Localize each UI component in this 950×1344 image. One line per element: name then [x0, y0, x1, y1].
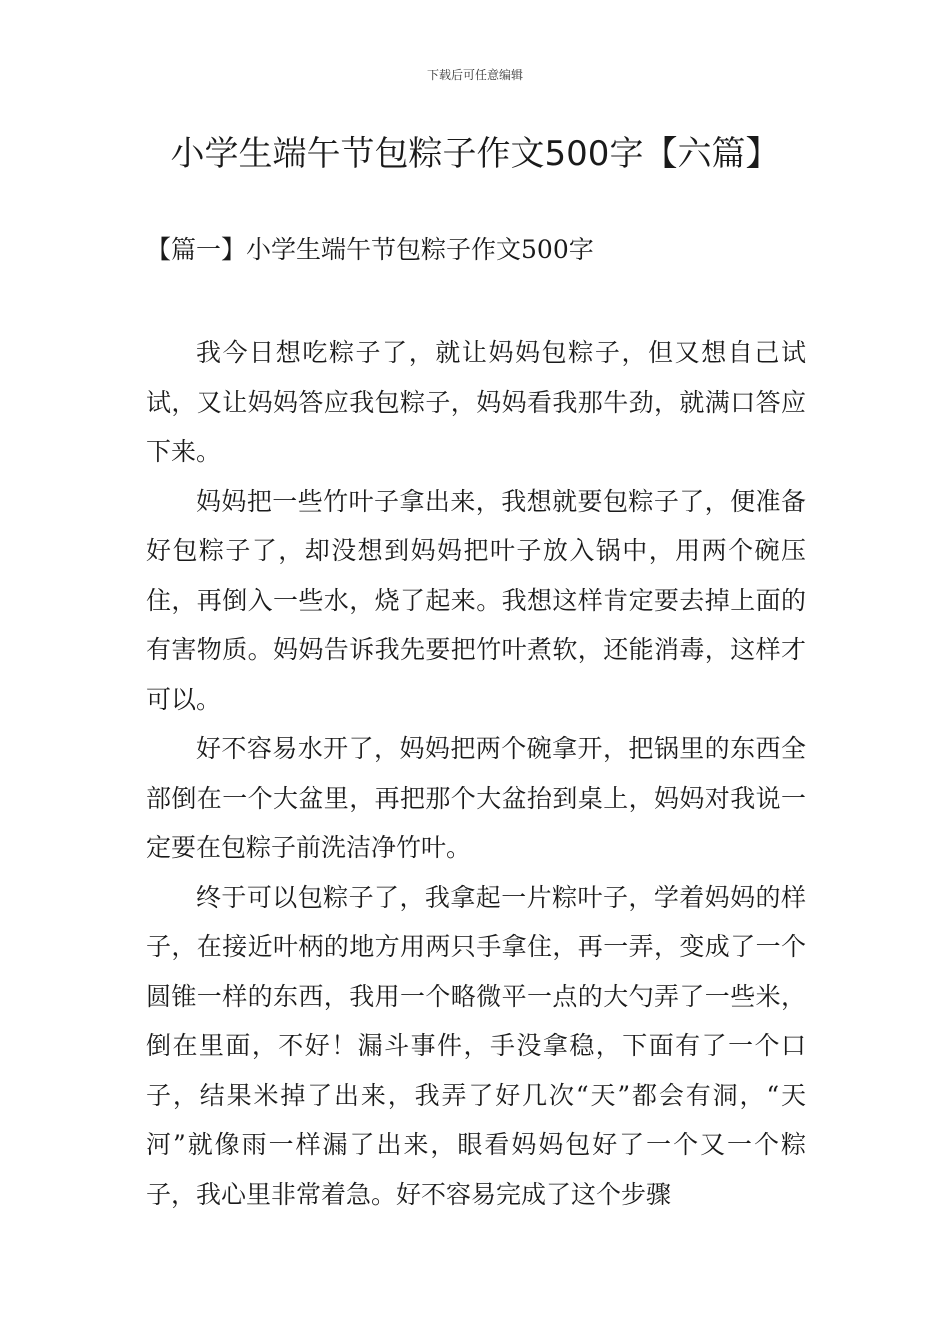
- paragraph-2: 妈妈把一些竹叶子拿出来，我想就要包粽子了，便准备好包粽子了，却没想到妈妈把叶子放入锅中，用两个碗压住，再倒入一些水，烧了起来。我想这样肯定要去掉上面的有害物质。妈妈告诉我先要把竹叶煮软，还能消毒，这样才可以。: [146, 486, 806, 714]
- section-heading: 【篇一】小学生端午节包粽子作文500字: [146, 235, 594, 264]
- document-title: 小学生端午节包粽子作文500字【六篇】: [170, 134, 780, 174]
- header-note: 下载后可任意编辑: [426, 68, 523, 82]
- paragraph-1: 我今日想吃粽子了，就让妈妈包粽子，但又想自己试试，又让妈妈答应我包粽子，妈妈看我那牛劲，就满口答应下来。: [146, 338, 806, 466]
- essay-body: [146, 328, 806, 1219]
- paragraph-4: 终于可以包粽子了，我拿起一片粽叶子，学着妈妈的样子，在接近叶柄的地方用两只手拿住，再一弄，变成了一个圆锥一样的东西，我用一个略微平一点的大勺弄了一些米，倒在里面，不好！漏斗事件，手没拿稳，下面有了一个口子，结果米掉了出来，我弄了好几次“天”都会有洞，“天河”就像雨一样漏了出来，眼看妈妈包好了一个又一个粽子，我心里非常着急。好不容易完成了这个步骤: [146, 882, 806, 1209]
- paragraph-3: 好不容易水开了，妈妈把两个碗拿开，把锅里的东西全部倒在一个大盆里，再把那个大盆抬到桌上，妈妈对我说一定要在包粽子前洗洁净竹叶。: [146, 734, 806, 862]
